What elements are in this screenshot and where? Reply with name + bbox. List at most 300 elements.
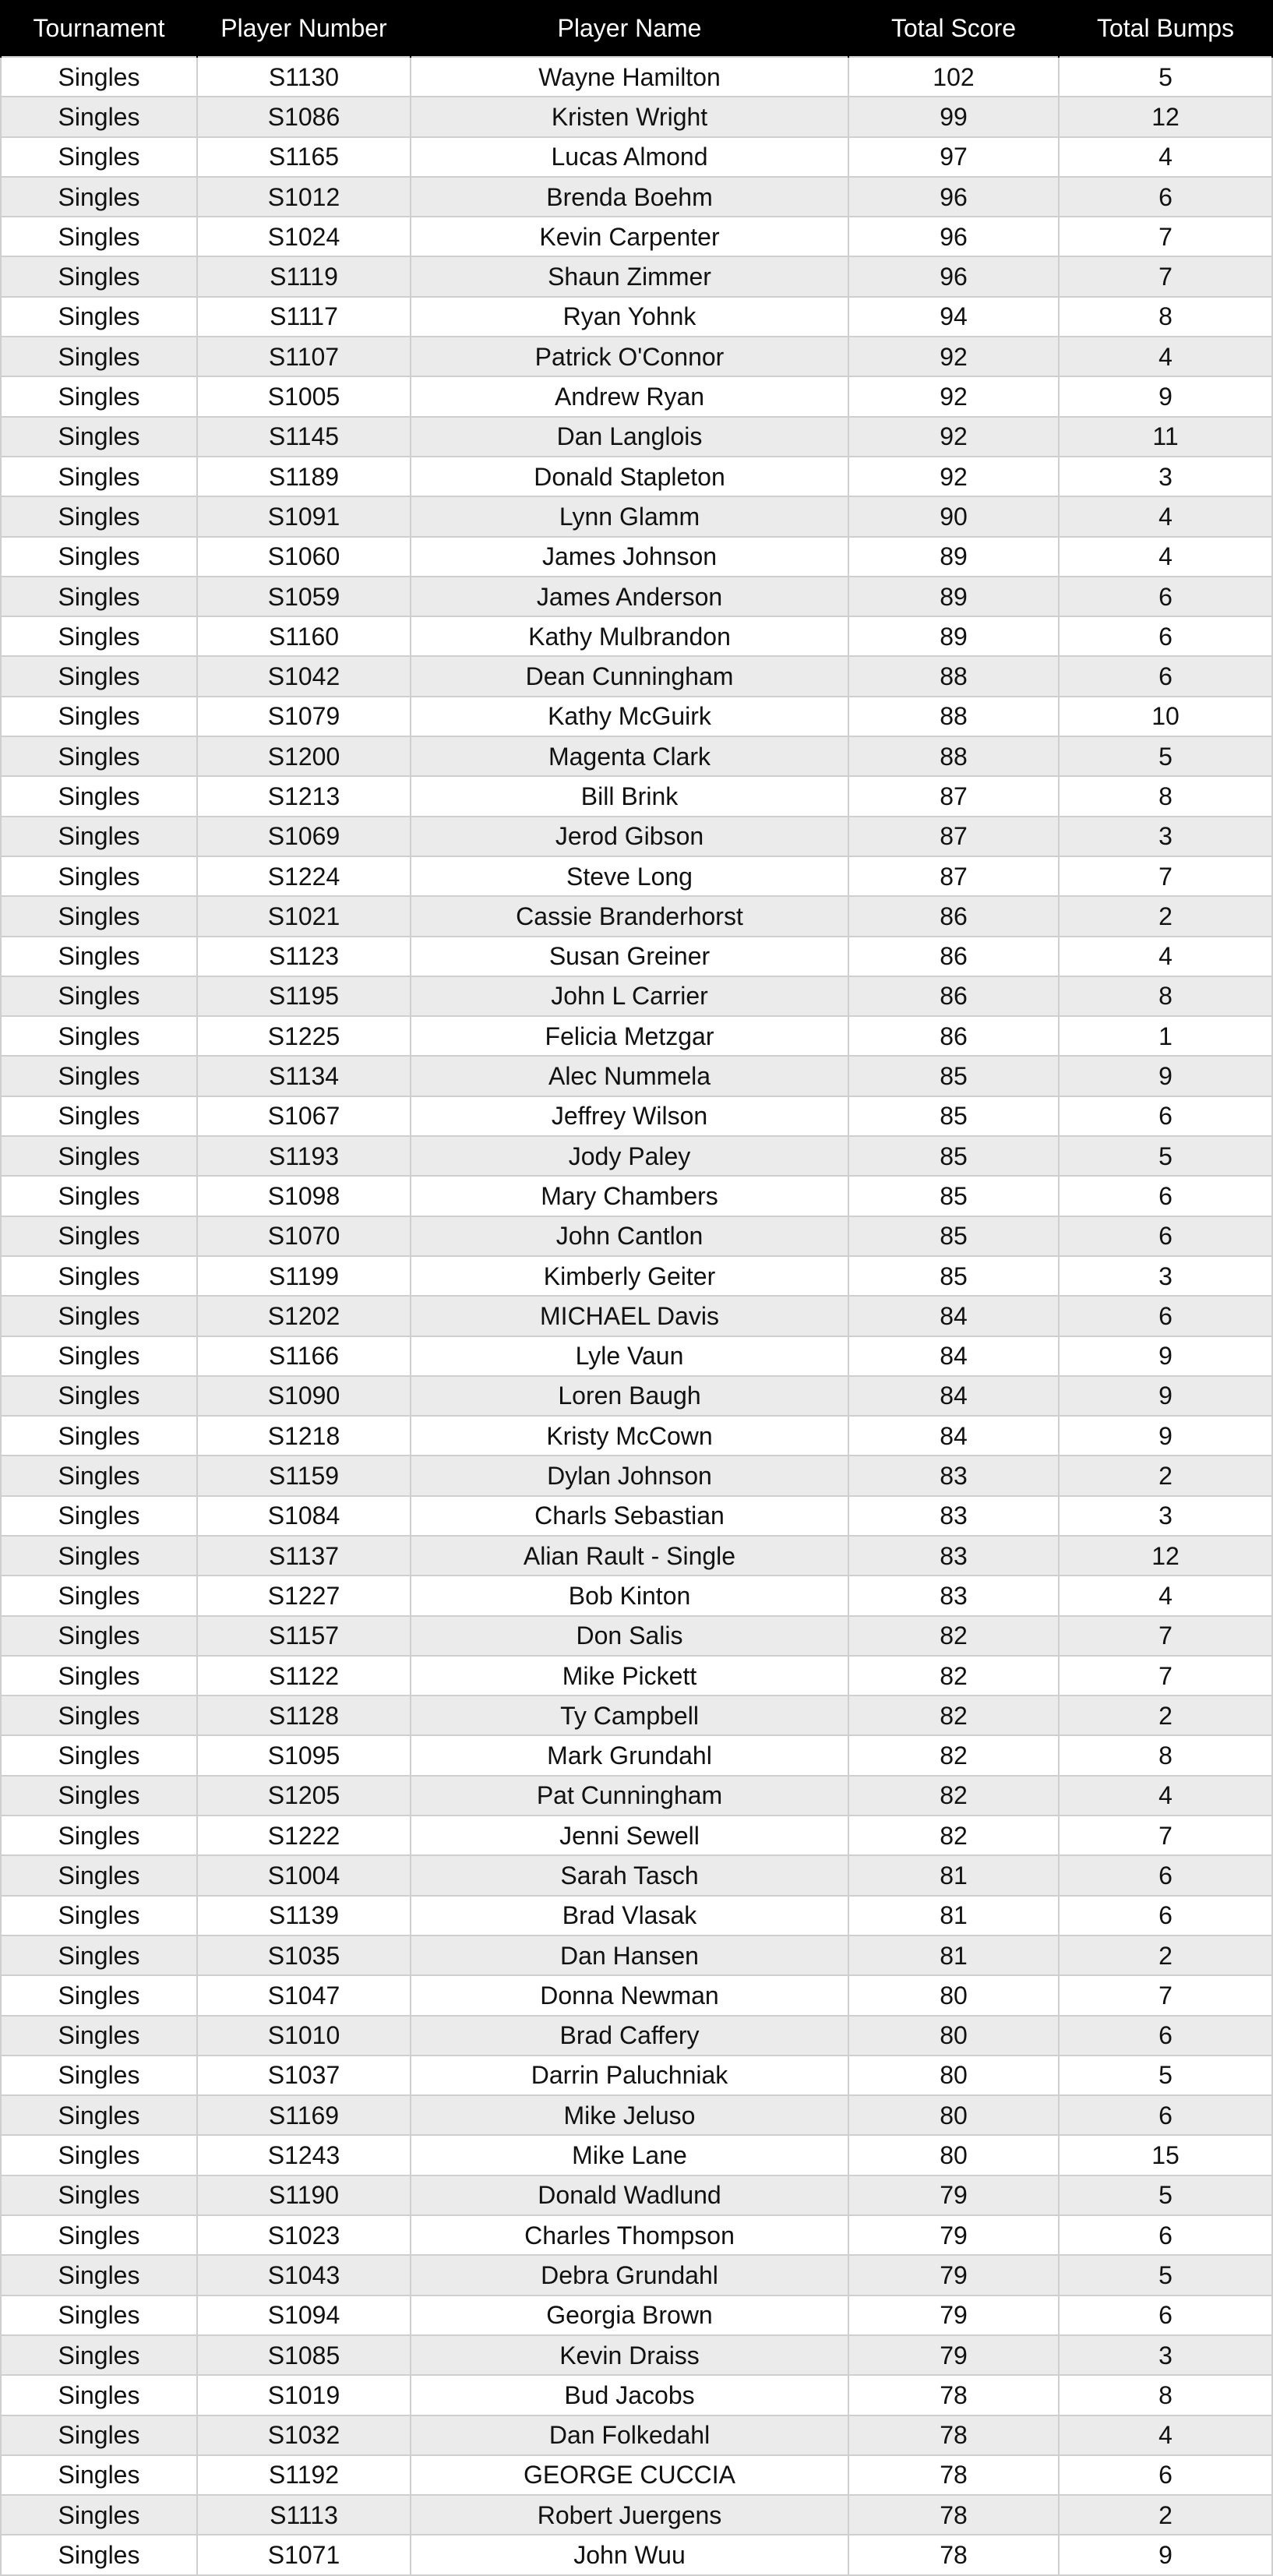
cell-player-number: S1225 bbox=[197, 1016, 411, 1056]
table-row bbox=[1, 2056, 1272, 2095]
cell-player-name: Donald Stapleton bbox=[411, 457, 848, 496]
cell-total-bumps: 2 bbox=[1059, 896, 1272, 936]
cell-player-number: S1084 bbox=[197, 1496, 411, 1536]
cell-total-bumps: 8 bbox=[1059, 976, 1272, 1016]
cell-tournament: Singles bbox=[1, 896, 197, 936]
table-row bbox=[1, 1296, 1272, 1336]
cell-player-name: MICHAEL Davis bbox=[411, 1296, 848, 1336]
cell-total-bumps: 4 bbox=[1059, 337, 1272, 376]
cell-total-score: 80 bbox=[848, 2056, 1059, 2095]
cell-player-number: S1079 bbox=[197, 697, 411, 736]
cell-tournament: Singles bbox=[1, 2215, 197, 2255]
table-row bbox=[1, 937, 1272, 976]
cell-total-score: 83 bbox=[848, 1456, 1059, 1495]
cell-player-number: S1227 bbox=[197, 1576, 411, 1615]
cell-total-bumps: 6 bbox=[1059, 1855, 1272, 1895]
cell-total-score: 82 bbox=[848, 1816, 1059, 1855]
header-row bbox=[1, 0, 1272, 57]
cell-total-score: 87 bbox=[848, 856, 1059, 896]
cell-tournament: Singles bbox=[1, 1296, 197, 1336]
cell-tournament: Singles bbox=[1, 1416, 197, 1456]
cell-total-bumps: 2 bbox=[1059, 2495, 1272, 2535]
cell-player-number: S1224 bbox=[197, 856, 411, 896]
cell-total-bumps: 2 bbox=[1059, 1456, 1272, 1495]
cell-total-bumps: 15 bbox=[1059, 2135, 1272, 2175]
cell-total-bumps: 9 bbox=[1059, 2535, 1272, 2574]
table-row bbox=[1, 256, 1272, 296]
cell-total-score: 81 bbox=[848, 1855, 1059, 1895]
cell-total-bumps: 5 bbox=[1059, 57, 1272, 97]
table-row bbox=[1, 2455, 1272, 2495]
cell-player-number: S1190 bbox=[197, 2175, 411, 2215]
cell-tournament: Singles bbox=[1, 1256, 197, 1296]
cell-player-number: S1004 bbox=[197, 1855, 411, 1895]
cell-player-name: Donald Wadlund bbox=[411, 2175, 848, 2215]
cell-tournament: Singles bbox=[1, 376, 197, 416]
cell-tournament: Singles bbox=[1, 1735, 197, 1775]
cell-player-name: John Wuu bbox=[411, 2535, 848, 2574]
table-row bbox=[1, 1456, 1272, 1495]
cell-player-name: Felicia Metzgar bbox=[411, 1016, 848, 1056]
cell-total-bumps: 3 bbox=[1059, 1496, 1272, 1536]
cell-player-number: S1094 bbox=[197, 2295, 411, 2335]
table-row bbox=[1, 537, 1272, 577]
cell-total-bumps: 3 bbox=[1059, 457, 1272, 496]
cell-total-score: 87 bbox=[848, 817, 1059, 856]
cell-total-bumps: 6 bbox=[1059, 2016, 1272, 2056]
cell-tournament: Singles bbox=[1, 817, 197, 856]
cell-player-number: S1005 bbox=[197, 376, 411, 416]
cell-tournament: Singles bbox=[1, 1176, 197, 1216]
table-header bbox=[1, 0, 1272, 57]
table-body bbox=[1, 57, 1272, 2575]
cell-total-score: 92 bbox=[848, 376, 1059, 416]
cell-tournament: Singles bbox=[1, 1576, 197, 1615]
cell-player-number: S1166 bbox=[197, 1336, 411, 1376]
cell-total-bumps: 7 bbox=[1059, 856, 1272, 896]
cell-tournament: Singles bbox=[1, 1855, 197, 1895]
cell-player-name: Shaun Zimmer bbox=[411, 256, 848, 296]
table-row bbox=[1, 57, 1272, 97]
table-row bbox=[1, 1496, 1272, 1536]
cell-total-score: 82 bbox=[848, 1616, 1059, 1656]
cell-player-number: S1192 bbox=[197, 2455, 411, 2495]
cell-player-number: S1145 bbox=[197, 417, 411, 457]
cell-player-name: Kristy McCown bbox=[411, 1416, 848, 1456]
cell-total-score: 85 bbox=[848, 1216, 1059, 1256]
table-row bbox=[1, 417, 1272, 457]
cell-tournament: Singles bbox=[1, 1496, 197, 1536]
cell-tournament: Singles bbox=[1, 1936, 197, 1975]
cell-player-name: Don Salis bbox=[411, 1616, 848, 1656]
cell-total-score: 99 bbox=[848, 97, 1059, 136]
cell-player-name: Dan Langlois bbox=[411, 417, 848, 457]
table-row bbox=[1, 1656, 1272, 1696]
cell-player-number: S1205 bbox=[197, 1776, 411, 1816]
cell-total-bumps: 9 bbox=[1059, 1376, 1272, 1416]
cell-tournament: Singles bbox=[1, 2135, 197, 2175]
cell-tournament: Singles bbox=[1, 1376, 197, 1416]
cell-total-bumps: 4 bbox=[1059, 1576, 1272, 1615]
cell-player-name: Kimberly Geiter bbox=[411, 1256, 848, 1296]
table-row bbox=[1, 1936, 1272, 1975]
cell-player-number: S1069 bbox=[197, 817, 411, 856]
cell-player-name: Loren Baugh bbox=[411, 1376, 848, 1416]
header-player-number: Player Number bbox=[197, 0, 411, 57]
cell-total-bumps: 6 bbox=[1059, 2295, 1272, 2335]
cell-player-name: Brad Vlasak bbox=[411, 1896, 848, 1936]
cell-tournament: Singles bbox=[1, 1136, 197, 1176]
table-row bbox=[1, 297, 1272, 337]
cell-player-number: S1218 bbox=[197, 1416, 411, 1456]
cell-total-score: 82 bbox=[848, 1735, 1059, 1775]
cell-total-score: 80 bbox=[848, 2135, 1059, 2175]
cell-total-score: 84 bbox=[848, 1296, 1059, 1336]
cell-player-number: S1213 bbox=[197, 776, 411, 816]
cell-tournament: Singles bbox=[1, 2335, 197, 2375]
cell-player-number: S1070 bbox=[197, 1216, 411, 1256]
cell-tournament: Singles bbox=[1, 656, 197, 696]
cell-tournament: Singles bbox=[1, 2455, 197, 2495]
cell-player-name: Jeffrey Wilson bbox=[411, 1096, 848, 1136]
table-row bbox=[1, 457, 1272, 496]
cell-total-score: 88 bbox=[848, 697, 1059, 736]
cell-total-score: 82 bbox=[848, 1776, 1059, 1816]
cell-tournament: Singles bbox=[1, 256, 197, 296]
table-row bbox=[1, 1096, 1272, 1136]
cell-tournament: Singles bbox=[1, 856, 197, 896]
cell-total-score: 80 bbox=[848, 1975, 1059, 2015]
cell-total-score: 80 bbox=[848, 2016, 1059, 2056]
cell-player-name: Mike Pickett bbox=[411, 1656, 848, 1696]
cell-player-name: James Johnson bbox=[411, 537, 848, 577]
cell-total-score: 81 bbox=[848, 1936, 1059, 1975]
cell-player-name: Bud Jacobs bbox=[411, 2375, 848, 2415]
cell-tournament: Singles bbox=[1, 97, 197, 136]
cell-player-number: S1071 bbox=[197, 2535, 411, 2574]
table-row bbox=[1, 2095, 1272, 2135]
cell-total-bumps: 7 bbox=[1059, 1975, 1272, 2015]
cell-player-name: Kevin Draiss bbox=[411, 2335, 848, 2375]
cell-tournament: Singles bbox=[1, 1016, 197, 1056]
cell-player-name: Dylan Johnson bbox=[411, 1456, 848, 1495]
cell-player-number: S1095 bbox=[197, 1735, 411, 1775]
cell-tournament: Singles bbox=[1, 2095, 197, 2135]
cell-player-name: Sarah Tasch bbox=[411, 1855, 848, 1895]
cell-player-name: Dean Cunningham bbox=[411, 656, 848, 696]
cell-total-score: 84 bbox=[848, 1336, 1059, 1376]
cell-total-bumps: 7 bbox=[1059, 1616, 1272, 1656]
cell-tournament: Singles bbox=[1, 1536, 197, 1576]
cell-tournament: Singles bbox=[1, 1096, 197, 1136]
cell-tournament: Singles bbox=[1, 2295, 197, 2335]
table-row bbox=[1, 2335, 1272, 2375]
cell-total-bumps: 6 bbox=[1059, 577, 1272, 616]
cell-player-number: S1165 bbox=[197, 137, 411, 177]
cell-player-name: Jody Paley bbox=[411, 1136, 848, 1176]
cell-player-number: S1113 bbox=[197, 2495, 411, 2535]
cell-total-bumps: 8 bbox=[1059, 297, 1272, 337]
cell-total-score: 87 bbox=[848, 776, 1059, 816]
cell-total-score: 86 bbox=[848, 937, 1059, 976]
header-player-name: Player Name bbox=[411, 0, 848, 57]
cell-total-bumps: 4 bbox=[1059, 496, 1272, 536]
cell-tournament: Singles bbox=[1, 1975, 197, 2015]
cell-tournament: Singles bbox=[1, 496, 197, 536]
cell-total-bumps: 3 bbox=[1059, 2335, 1272, 2375]
cell-total-score: 86 bbox=[848, 1016, 1059, 1056]
table-row bbox=[1, 1136, 1272, 1176]
cell-total-bumps: 6 bbox=[1059, 2215, 1272, 2255]
cell-total-score: 88 bbox=[848, 736, 1059, 776]
cell-player-number: S1090 bbox=[197, 1376, 411, 1416]
table-row bbox=[1, 2255, 1272, 2295]
cell-tournament: Singles bbox=[1, 1336, 197, 1376]
cell-tournament: Singles bbox=[1, 736, 197, 776]
cell-total-bumps: 7 bbox=[1059, 1816, 1272, 1855]
cell-player-name: Darrin Paluchniak bbox=[411, 2056, 848, 2095]
cell-total-score: 90 bbox=[848, 496, 1059, 536]
cell-player-name: Wayne Hamilton bbox=[411, 57, 848, 97]
table-row bbox=[1, 616, 1272, 656]
cell-total-score: 78 bbox=[848, 2495, 1059, 2535]
cell-total-bumps: 6 bbox=[1059, 656, 1272, 696]
cell-tournament: Singles bbox=[1, 616, 197, 656]
cell-player-number: S1139 bbox=[197, 1896, 411, 1936]
cell-total-score: 92 bbox=[848, 457, 1059, 496]
table-row bbox=[1, 1776, 1272, 1816]
cell-total-bumps: 4 bbox=[1059, 1776, 1272, 1816]
cell-player-name: Jenni Sewell bbox=[411, 1816, 848, 1855]
cell-player-number: S1199 bbox=[197, 1256, 411, 1296]
header-tournament: Tournament bbox=[1, 0, 197, 57]
cell-player-number: S1060 bbox=[197, 537, 411, 577]
cell-total-score: 83 bbox=[848, 1536, 1059, 1576]
cell-total-bumps: 12 bbox=[1059, 1536, 1272, 1576]
cell-player-number: S1160 bbox=[197, 616, 411, 656]
table-row bbox=[1, 577, 1272, 616]
cell-player-number: S1189 bbox=[197, 457, 411, 496]
cell-player-name: Susan Greiner bbox=[411, 937, 848, 976]
cell-tournament: Singles bbox=[1, 217, 197, 256]
cell-total-bumps: 6 bbox=[1059, 616, 1272, 656]
table-row bbox=[1, 1416, 1272, 1456]
cell-tournament: Singles bbox=[1, 2016, 197, 2056]
cell-player-name: Mary Chambers bbox=[411, 1176, 848, 1216]
cell-player-name: Georgia Brown bbox=[411, 2295, 848, 2335]
cell-player-number: S1222 bbox=[197, 1816, 411, 1855]
cell-player-number: S1010 bbox=[197, 2016, 411, 2056]
cell-total-score: 84 bbox=[848, 1416, 1059, 1456]
cell-total-score: 96 bbox=[848, 217, 1059, 256]
cell-total-bumps: 6 bbox=[1059, 2455, 1272, 2495]
cell-total-score: 88 bbox=[848, 656, 1059, 696]
cell-player-number: S1193 bbox=[197, 1136, 411, 1176]
cell-total-bumps: 6 bbox=[1059, 2095, 1272, 2135]
cell-total-bumps: 4 bbox=[1059, 137, 1272, 177]
table-row bbox=[1, 496, 1272, 536]
cell-tournament: Singles bbox=[1, 2375, 197, 2415]
cell-total-score: 79 bbox=[848, 2215, 1059, 2255]
cell-total-score: 79 bbox=[848, 2335, 1059, 2375]
cell-tournament: Singles bbox=[1, 1696, 197, 1735]
cell-total-score: 86 bbox=[848, 976, 1059, 1016]
table-row bbox=[1, 1735, 1272, 1775]
cell-player-number: S1117 bbox=[197, 297, 411, 337]
cell-player-number: S1047 bbox=[197, 1975, 411, 2015]
cell-tournament: Singles bbox=[1, 457, 197, 496]
cell-player-number: S1012 bbox=[197, 177, 411, 217]
cell-player-name: Alian Rault - Single bbox=[411, 1536, 848, 1576]
table-row bbox=[1, 1616, 1272, 1656]
cell-total-bumps: 9 bbox=[1059, 1416, 1272, 1456]
cell-player-name: Donna Newman bbox=[411, 1975, 848, 2015]
cell-total-bumps: 4 bbox=[1059, 2415, 1272, 2455]
cell-player-number: S1023 bbox=[197, 2215, 411, 2255]
cell-tournament: Singles bbox=[1, 1456, 197, 1495]
cell-player-number: S1200 bbox=[197, 736, 411, 776]
cell-total-bumps: 4 bbox=[1059, 937, 1272, 976]
table-row bbox=[1, 817, 1272, 856]
cell-player-name: Pat Cunningham bbox=[411, 1776, 848, 1816]
table-row bbox=[1, 2215, 1272, 2255]
cell-player-number: S1128 bbox=[197, 1696, 411, 1735]
cell-total-score: 78 bbox=[848, 2455, 1059, 2495]
table-row bbox=[1, 976, 1272, 1016]
header-total-score: Total Score bbox=[848, 0, 1059, 57]
cell-tournament: Singles bbox=[1, 776, 197, 816]
table-row bbox=[1, 1256, 1272, 1296]
table-row bbox=[1, 1336, 1272, 1376]
cell-player-number: S1042 bbox=[197, 656, 411, 696]
cell-player-name: Mark Grundahl bbox=[411, 1735, 848, 1775]
cell-total-score: 78 bbox=[848, 2415, 1059, 2455]
cell-tournament: Singles bbox=[1, 1056, 197, 1096]
table-row bbox=[1, 896, 1272, 936]
cell-total-bumps: 5 bbox=[1059, 2056, 1272, 2095]
cell-player-number: S1037 bbox=[197, 2056, 411, 2095]
cell-player-name: John Cantlon bbox=[411, 1216, 848, 1256]
table-row bbox=[1, 97, 1272, 136]
cell-total-score: 102 bbox=[848, 57, 1059, 97]
table-row bbox=[1, 2295, 1272, 2335]
cell-total-score: 97 bbox=[848, 137, 1059, 177]
cell-tournament: Singles bbox=[1, 297, 197, 337]
cell-total-bumps: 2 bbox=[1059, 1936, 1272, 1975]
cell-player-name: Dan Hansen bbox=[411, 1936, 848, 1975]
cell-total-score: 85 bbox=[848, 1256, 1059, 1296]
cell-player-number: S1122 bbox=[197, 1656, 411, 1696]
cell-total-bumps: 6 bbox=[1059, 1296, 1272, 1336]
cell-total-bumps: 6 bbox=[1059, 1176, 1272, 1216]
cell-total-score: 79 bbox=[848, 2295, 1059, 2335]
cell-player-number: S1019 bbox=[197, 2375, 411, 2415]
table-row bbox=[1, 1576, 1272, 1615]
cell-total-bumps: 7 bbox=[1059, 1656, 1272, 1696]
cell-tournament: Singles bbox=[1, 337, 197, 376]
cell-tournament: Singles bbox=[1, 537, 197, 577]
cell-total-bumps: 10 bbox=[1059, 697, 1272, 736]
cell-tournament: Singles bbox=[1, 137, 197, 177]
cell-player-name: Jerod Gibson bbox=[411, 817, 848, 856]
cell-tournament: Singles bbox=[1, 1656, 197, 1696]
cell-player-number: S1123 bbox=[197, 937, 411, 976]
cell-player-name: Lynn Glamm bbox=[411, 496, 848, 536]
cell-total-score: 92 bbox=[848, 337, 1059, 376]
cell-player-name: Brad Caffery bbox=[411, 2016, 848, 2056]
table-row bbox=[1, 1896, 1272, 1936]
cell-total-score: 82 bbox=[848, 1696, 1059, 1735]
cell-total-bumps: 8 bbox=[1059, 776, 1272, 816]
cell-player-name: Dan Folkedahl bbox=[411, 2415, 848, 2455]
cell-total-score: 83 bbox=[848, 1496, 1059, 1536]
cell-player-number: S1067 bbox=[197, 1096, 411, 1136]
cell-total-bumps: 5 bbox=[1059, 1136, 1272, 1176]
cell-player-number: S1169 bbox=[197, 2095, 411, 2135]
cell-total-score: 85 bbox=[848, 1056, 1059, 1096]
cell-total-score: 85 bbox=[848, 1096, 1059, 1136]
cell-player-name: Kevin Carpenter bbox=[411, 217, 848, 256]
cell-total-bumps: 9 bbox=[1059, 1336, 1272, 1376]
table-row bbox=[1, 1696, 1272, 1735]
header-total-bumps: Total Bumps bbox=[1059, 0, 1272, 57]
cell-player-name: Charles Thompson bbox=[411, 2215, 848, 2255]
cell-total-bumps: 4 bbox=[1059, 537, 1272, 577]
cell-tournament: Singles bbox=[1, 1896, 197, 1936]
cell-player-number: S1021 bbox=[197, 896, 411, 936]
cell-tournament: Singles bbox=[1, 2255, 197, 2295]
cell-player-name: Alec Nummela bbox=[411, 1056, 848, 1096]
cell-player-name: Lyle Vaun bbox=[411, 1336, 848, 1376]
cell-total-score: 82 bbox=[848, 1656, 1059, 1696]
cell-tournament: Singles bbox=[1, 1776, 197, 1816]
table-row bbox=[1, 1016, 1272, 1056]
cell-total-score: 78 bbox=[848, 2535, 1059, 2574]
table-row bbox=[1, 2535, 1272, 2574]
cell-player-number: S1134 bbox=[197, 1056, 411, 1096]
cell-player-number: S1098 bbox=[197, 1176, 411, 1216]
cell-player-number: S1130 bbox=[197, 57, 411, 97]
cell-total-bumps: 8 bbox=[1059, 2375, 1272, 2415]
table-row bbox=[1, 1216, 1272, 1256]
cell-tournament: Singles bbox=[1, 2175, 197, 2215]
table-row bbox=[1, 1056, 1272, 1096]
table-row bbox=[1, 177, 1272, 217]
table-row bbox=[1, 856, 1272, 896]
cell-tournament: Singles bbox=[1, 577, 197, 616]
cell-player-name: John L Carrier bbox=[411, 976, 848, 1016]
cell-total-score: 96 bbox=[848, 177, 1059, 217]
cell-total-score: 94 bbox=[848, 297, 1059, 337]
cell-player-number: S1085 bbox=[197, 2335, 411, 2375]
cell-total-score: 96 bbox=[848, 256, 1059, 296]
cell-player-name: Brenda Boehm bbox=[411, 177, 848, 217]
cell-total-bumps: 7 bbox=[1059, 256, 1272, 296]
cell-total-bumps: 8 bbox=[1059, 1735, 1272, 1775]
cell-total-score: 78 bbox=[848, 2375, 1059, 2415]
table-row bbox=[1, 1536, 1272, 1576]
cell-tournament: Singles bbox=[1, 937, 197, 976]
cell-player-name: Kathy McGuirk bbox=[411, 697, 848, 736]
cell-player-name: Patrick O'Connor bbox=[411, 337, 848, 376]
cell-player-name: Magenta Clark bbox=[411, 736, 848, 776]
cell-tournament: Singles bbox=[1, 2495, 197, 2535]
cell-player-name: Steve Long bbox=[411, 856, 848, 896]
cell-total-bumps: 1 bbox=[1059, 1016, 1272, 1056]
table-row bbox=[1, 656, 1272, 696]
cell-total-score: 79 bbox=[848, 2255, 1059, 2295]
table-row bbox=[1, 1855, 1272, 1895]
